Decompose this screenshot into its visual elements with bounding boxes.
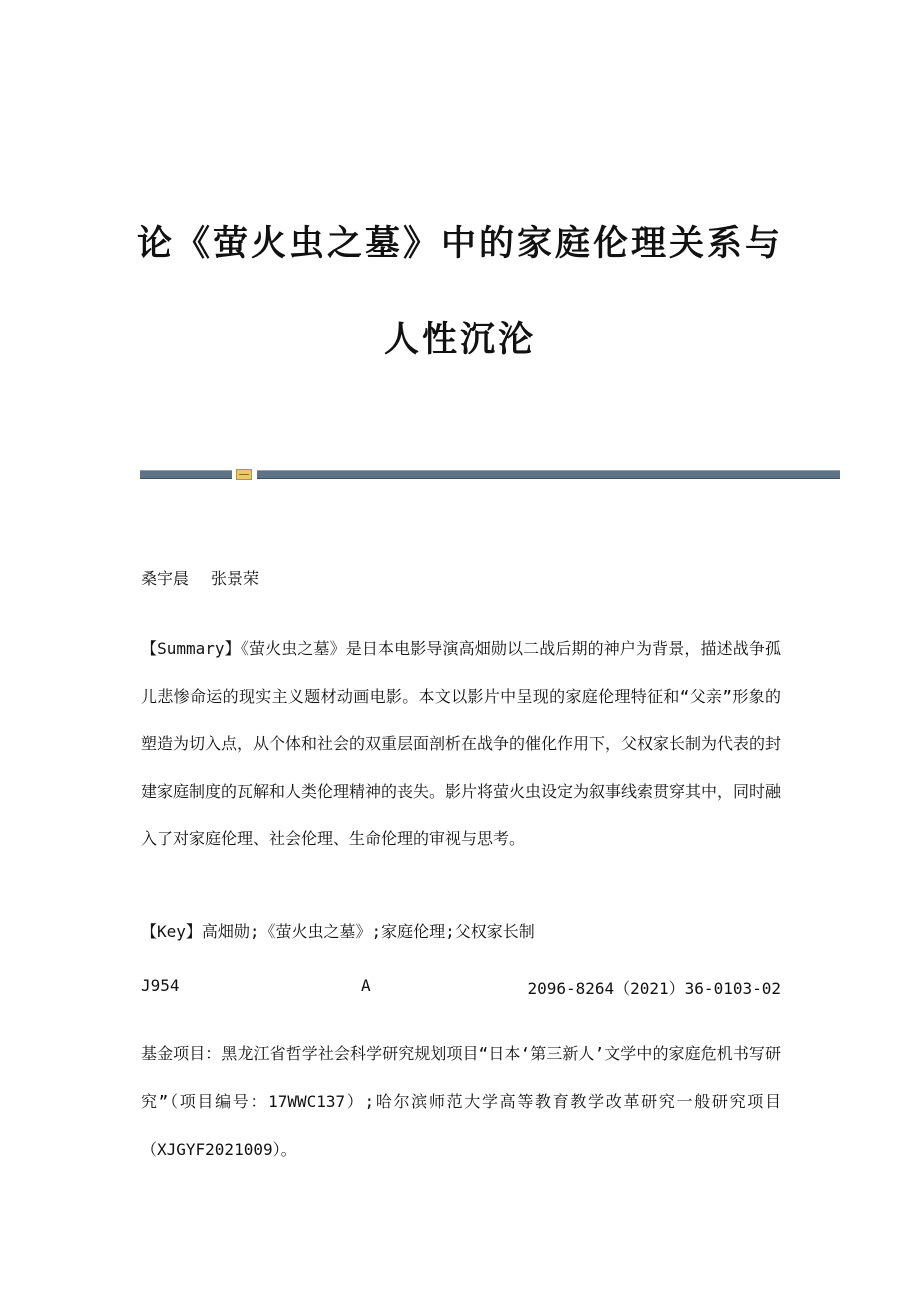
summary-paragraph: [141, 625, 781, 863]
paper-title-line-1: 论《萤火虫之墓》中的家庭伦理关系与: [136, 224, 783, 264]
summary-text: 《萤火虫之墓》是日本电影导演高畑勋以二战后期的神户为背景，描述战争孤儿悲惨命运的现实主义题材动画电影。本文以影片中呈现的家庭伦理特征和“父亲”形象的塑造为切入点，从个体和社会的双重层面剖析在战争的催化作用下，父权家长制为代表的封建家庭制度的瓦解和人类伦理精神的丧失。影片将萤火虫设定为叙事线索贯穿其中，同时融入了对家庭伦理、社会伦理、生命伦理的审视与思考。: [141, 639, 782, 849]
divider-ornament-icon: [236, 469, 252, 480]
author-name: 张景荣: [211, 569, 260, 588]
paper-title-line-2: 人性沉沦: [383, 320, 536, 360]
classification-row: [141, 976, 781, 1000]
authors: [141, 568, 259, 590]
keywords-label: 【Key】: [141, 922, 202, 941]
fund-paragraph: 基金项目：黑龙江省哲学社会科学研究规划项目“日本‘第三新人’文学中的家庭危机书写研究”（项目编号：17WWC137）;哈尔滨师范大学高等教育教学改革研究一般研究项目（XJGYF2021009）。: [141, 1044, 781, 1159]
summary-label: 【Summary】: [141, 639, 241, 658]
keywords-text: 高畑勋;《萤火虫之墓》;家庭伦理;父权家长制: [201, 922, 535, 941]
title-divider-left: [140, 470, 232, 479]
document-code: A: [361, 976, 371, 995]
article-id: 2096-8264（2021）36-0103-02: [527, 979, 781, 998]
title-divider-right: [257, 470, 840, 479]
clc-number: J954: [141, 976, 180, 995]
author-name: 桑宇晨: [141, 569, 190, 588]
keywords-line: [141, 919, 781, 942]
